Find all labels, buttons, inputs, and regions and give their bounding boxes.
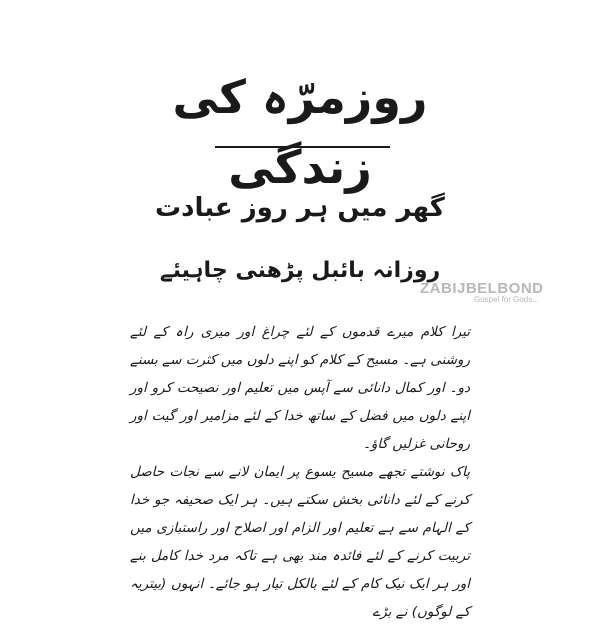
body-text [130, 318, 470, 626]
watermark-tagline: Gospel for Gods... [474, 295, 539, 304]
paragraph: تیرا کلام میرے قدموں کے لئے چراغ اور میری راہ کے لئے روشنی ہے۔ مسیح کے کلام کو اپنے دلوں میں کثرت سے بسنے دو۔ اور کمال دانائی سے آپس میں تعلیم اور نصیحت کرو اور اپنے دلوں میں فضل کے ساتھ خدا کے لئے مزامیر اور گیت اور روحانی غزلیں گاؤ۔ [130, 324, 470, 452]
page-title: روزمرّہ کی زندگی [172, 70, 428, 194]
watermark-brand: ZABIJBELBOND [420, 280, 544, 297]
section-subtitle: گھر میں ہر روز عبادت [155, 193, 445, 223]
book-page [120, 0, 544, 620]
paragraph: پاک نوشتے تجھے مسیح یسوع پر ایمان لانے سے نجات حاصل کرنے کے لئے دانائی بخش سکتے ہیں۔ ہر ایک صحیفہ جو خدا کے الہام سے ہے تعلیم اور الزام اور اصلاح اور راستبازی میں تربیت کرنے کے لئے فائدہ مند بھی ہے تاکہ مرد خدا کامل بنے اور ہر ایک نیک کام کے لئے بالکل تیار ہو جائے۔ انہوں (بیتریہ کے لوگوں) نے بڑے [130, 464, 470, 620]
title-divider [215, 146, 390, 148]
watermark-logo [420, 280, 550, 304]
section-heading: روزانہ بائبل پڑھنی چاہیئے [159, 258, 441, 283]
